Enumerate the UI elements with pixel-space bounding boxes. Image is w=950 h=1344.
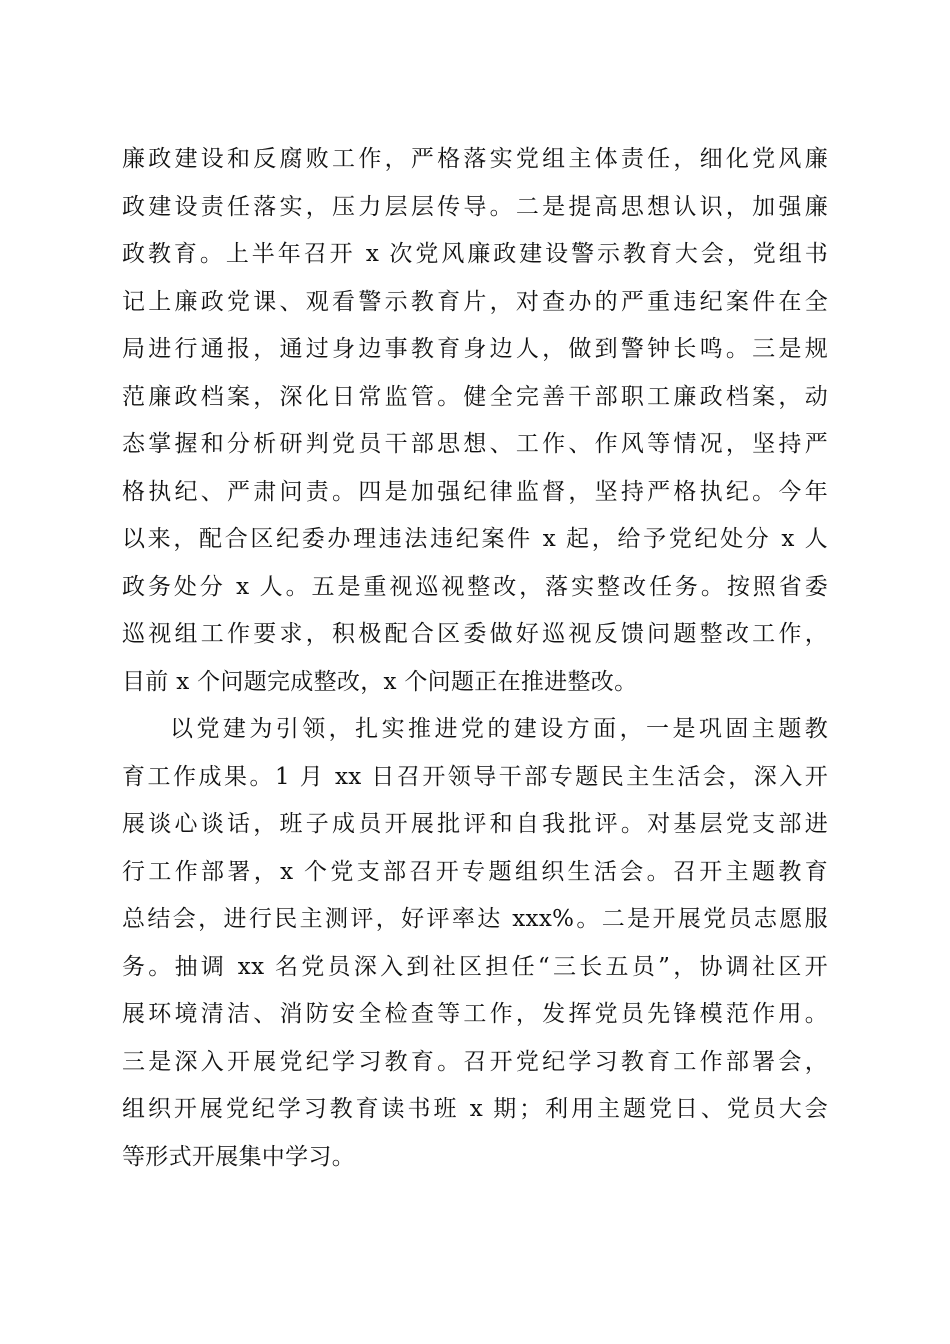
text-line: 目前 x 个问题完成整改，x 个问题正在推进整改。 [122, 668, 638, 695]
text-line: 巡视组工作要求，积极配合区委做好巡视反馈问题整改工作， [122, 621, 828, 647]
text-line: 三是深入开展党纪学习教育。召开党纪学习教育工作部署会， [122, 1048, 828, 1075]
text-line: 行工作部署，x 个党支部召开专题组织生活会。召开主题教育 [122, 858, 828, 885]
text-line: 育工作成果。1 月 xx 日召开领导干部专题民主生活会，深入开 [122, 763, 828, 790]
text-line: 范廉政档案，深化日常监管。健全完善干部职工廉政档案，动 [122, 383, 828, 410]
paragraph-discipline [122, 136, 828, 706]
text-line: 态掌握和分析研判党员干部思想、工作、作风等情况，坚持严 [122, 431, 828, 457]
paragraph-party-building [122, 706, 828, 1181]
document-body [122, 136, 828, 1181]
text-line: 政务处分 x 人。五是重视巡视整改，落实整改任务。按照省委 [122, 573, 828, 600]
text-line: 展谈心谈话，班子成员开展批评和自我批评。对基层党支部进 [122, 811, 828, 837]
text-line: 以党建为引领，扎实推进党的建设方面，一是巩固主题教 [170, 716, 828, 742]
text-line: 局进行通报，通过身边事教育身边人，做到警钟长鸣。三是规 [122, 336, 828, 362]
text-line: 以来，配合区纪委办理违法违纪案件 x 起，给予党纪处分 x 人 [122, 526, 828, 552]
text-line: 展环境清洁、消防安全检查等工作，发挥党员先锋模范作用。 [122, 1001, 828, 1027]
text-line: 记上廉政党课、观看警示教育片，对查办的严重违纪案件在全 [122, 288, 828, 315]
text-line: 格执纪、严肃问责。四是加强纪律监督，坚持严格执纪。今年 [122, 478, 828, 505]
text-line: 等形式开展集中学习。 [122, 1143, 355, 1170]
text-line: 务。抽调 xx 名党员深入到社区担任“三长五员”，协调社区开 [122, 953, 828, 980]
text-line: 总结会，进行民主测评，好评率达 xxx%。二是开展党员志愿服 [122, 906, 828, 932]
text-line: 廉政建设和反腐败工作，严格落实党组主体责任，细化党风廉 [122, 146, 828, 172]
text-line: 组织开展党纪学习教育读书班 x 期；利用主题党日、党员大会 [122, 1096, 828, 1122]
text-line: 政建设责任落实，压力层层传导。二是提高思想认识，加强廉 [122, 193, 828, 220]
text-line: 政教育。上半年召开 x 次党风廉政建设警示教育大会，党组书 [122, 241, 828, 267]
